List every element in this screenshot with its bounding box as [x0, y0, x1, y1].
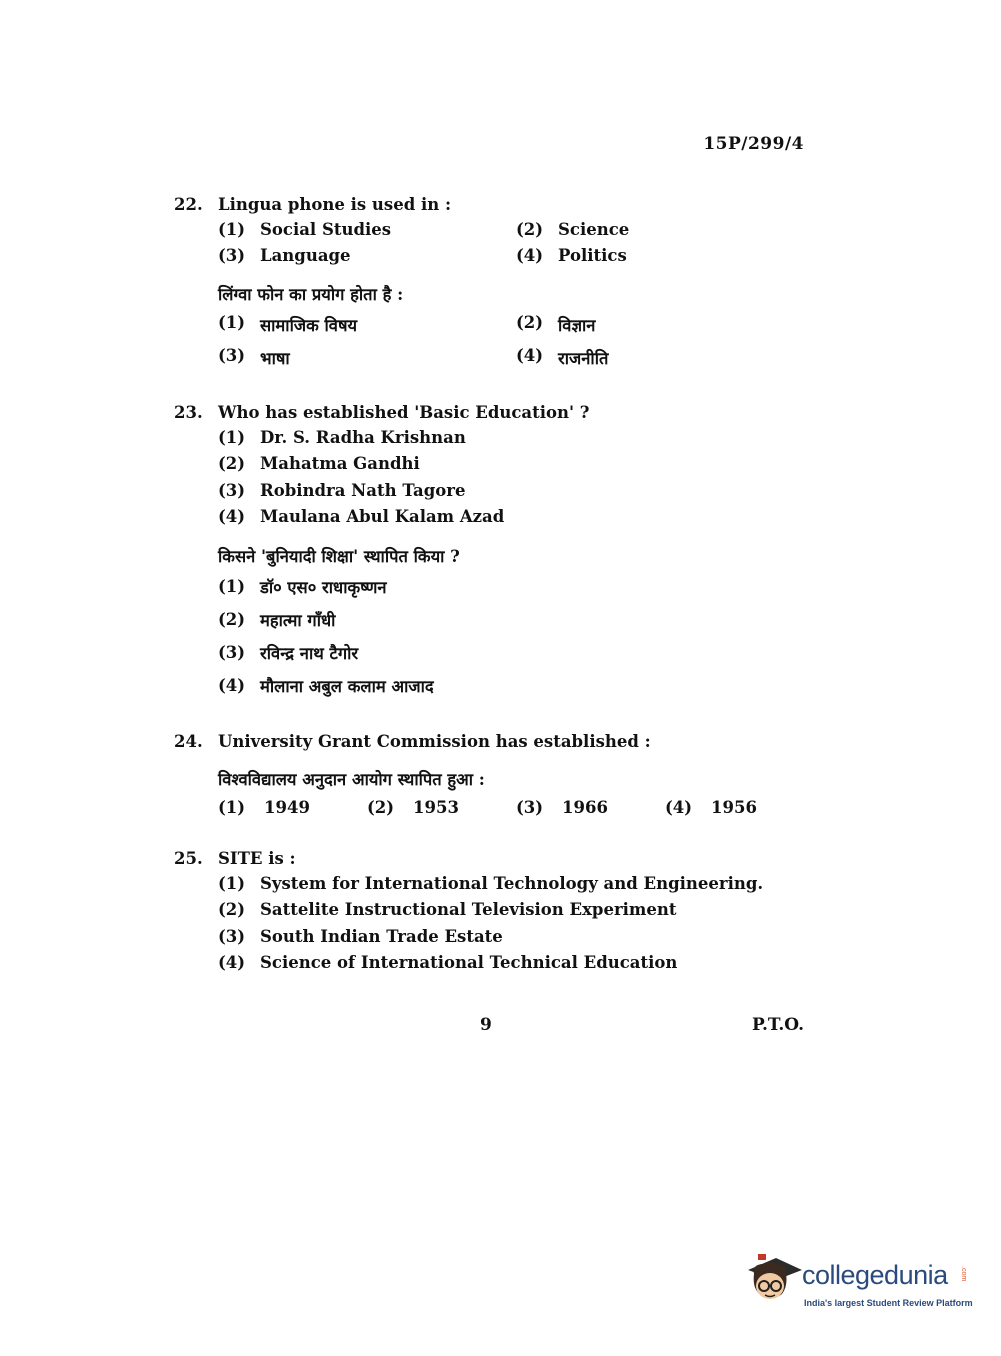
question-text: University Grant Commission has established :: [218, 731, 651, 751]
question-text: Lingua phone is used in :: [218, 194, 452, 214]
question-number: 25.: [174, 848, 203, 868]
logo-wordmark: collegedunia: [802, 1260, 948, 1290]
option-4-hindi: (4) मौलाना अबुल कलाम आजाद: [218, 676, 434, 696]
question-number: 23.: [174, 402, 203, 422]
options-hindi: [218, 308, 814, 374]
question-text: SITE is :: [218, 848, 296, 868]
option-1: (1) 1949: [218, 797, 310, 817]
option-3: (3) Robindra Nath Tagore: [218, 480, 466, 500]
options-hindi: [218, 570, 814, 702]
question-24: [174, 729, 814, 821]
question-23: [174, 400, 814, 702]
option-1-hindi: (1) सामाजिक विषय: [218, 313, 358, 335]
option-4: (4) Maulana Abul Kalam Azad: [218, 507, 505, 527]
options-english: [218, 424, 814, 530]
collegedunia-logo[interactable]: [742, 1250, 972, 1320]
option-3-hindi: (3) रविन्द्र नाथ टैगोर: [218, 643, 359, 663]
question-25: [174, 846, 814, 976]
options-english: [218, 216, 814, 268]
option-2: (2) 1953: [367, 797, 459, 817]
option-4: (4) Science of International Technical Education: [218, 953, 678, 973]
option-3-hindi: (3) भाषा: [218, 346, 290, 368]
pto-label: P.T.O.: [752, 1015, 804, 1035]
question-22: [174, 192, 814, 374]
option-1-hindi: (1) डॉ० एस० राधाकृष्णन: [218, 577, 387, 597]
option-4: (4) Politics: [516, 245, 627, 265]
option-1: (1) Social Studies: [218, 219, 392, 239]
option-3: (3) 1966: [516, 797, 608, 817]
graduate-mascot-icon: [742, 1250, 804, 1312]
option-2-hindi: (2) महात्मा गाँधी: [218, 610, 336, 630]
logo-suffix: .com: [960, 1266, 967, 1282]
question-text-hindi: किसने 'बुनियादी शिक्षा' स्थापित किया ?: [218, 546, 460, 566]
option-4: (4) 1956: [665, 797, 757, 817]
option-2: (2) Science: [516, 219, 630, 239]
options: [218, 793, 814, 821]
logo-tagline: India's largest Student Review Platform: [804, 1298, 973, 1308]
question-text-hindi: लिंग्वा फोन का प्रयोग होता है :: [218, 284, 404, 304]
option-2-hindi: (2) विज्ञान: [516, 313, 596, 335]
question-text-hindi: विश्वविद्यालय अनुदान आयोग स्थापित हुआ :: [218, 769, 485, 789]
option-1: (1) System for International Technology and Engineering.: [218, 873, 764, 893]
paper-code: 15P/299/4: [703, 134, 804, 154]
option-4-hindi: (4) राजनीति: [516, 346, 609, 368]
option-2: (2) Mahatma Gandhi: [218, 454, 420, 474]
question-text: Who has established 'Basic Education' ?: [218, 402, 590, 422]
option-1: (1) Dr. S. Radha Krishnan: [218, 427, 466, 447]
question-number: 24.: [174, 731, 203, 751]
page-number: 9: [480, 1015, 492, 1035]
option-2: (2) Sattelite Instructional Television Experiment: [218, 900, 677, 920]
option-3: (3) South Indian Trade Estate: [218, 926, 503, 946]
options-english: [218, 870, 814, 976]
question-number: 22.: [174, 194, 203, 214]
option-3: (3) Language: [218, 245, 351, 265]
